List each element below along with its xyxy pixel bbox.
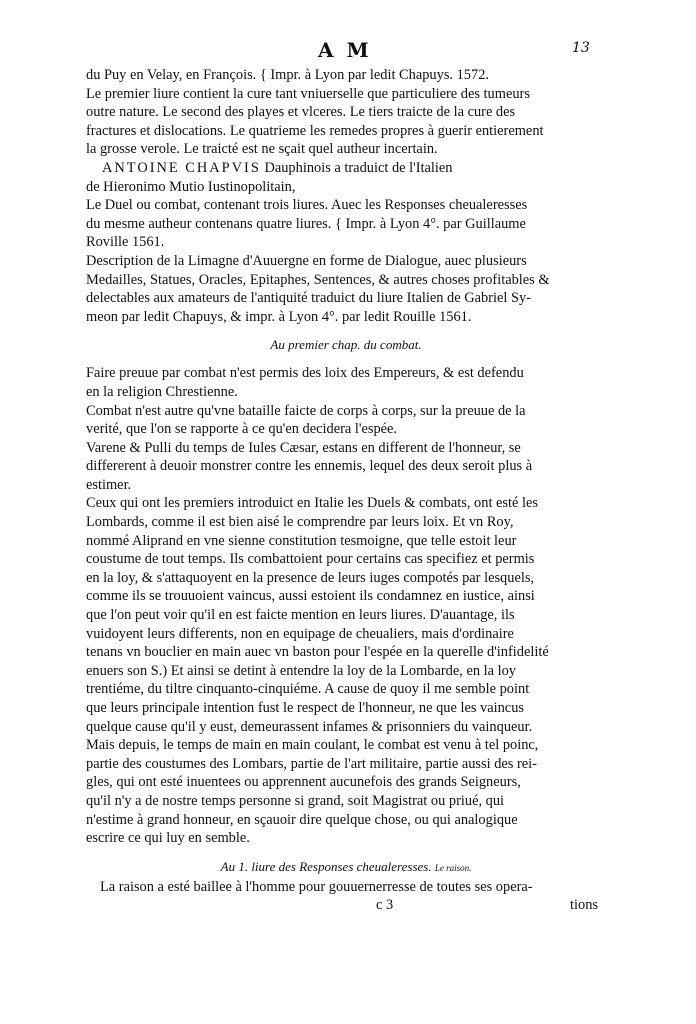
- text-line: Combat n'est autre qu'vne bataille faicte de corps à corps, sur la preuue de la: [86, 402, 526, 419]
- page-number: 13: [572, 40, 590, 56]
- text-line: differerent à deuoir monstrer contre les ennemis, lequel des deux seroit plus à: [86, 458, 533, 475]
- text-line: nommé Aliprand en vne sienne constitution tesmoigne, que telle estoit leur: [86, 532, 517, 549]
- page-body: [86, 66, 606, 915]
- text-line: que leurs principale intention fust le respect de l'honneur, ne que les vaincus: [86, 700, 524, 716]
- text-line: outre nature. Le second des playes et vlceres. Le tiers traicte de la cure des: [86, 104, 516, 121]
- text-line: estimer.: [86, 476, 132, 493]
- text-line: Lombards, comme il est bien aisé le comprendre par leurs loix. Et vn Roy,: [86, 514, 514, 531]
- text-line: meon par ledit Chapuys, & impr. à Lyon 4°. par ledit Rouille 1561.: [86, 308, 472, 325]
- running-head: A M: [318, 38, 372, 62]
- text-line: en la religion Chrestienne.: [86, 383, 238, 400]
- text-line: quelque cause qu'il y eust, demeurassent infames & prisonniers du vainqueur.: [86, 718, 533, 735]
- text-line: Ceux qui ont les premiers introduict en Italie les Duels & combats, ont esté les: [86, 495, 539, 512]
- text-line: du Puy en Velay, en François. { Impr. à Lyon par ledit Chapuys. 1572.: [86, 67, 489, 83]
- author-name: ANTOINE CHAPVIS: [102, 159, 261, 176]
- text-line: Mais depuis, le temps de main en main coulant, le combat est venu à tel poinc,: [86, 737, 539, 754]
- text-line: enuers son S.) Et ainsi se detint à entendre la loy de la Lombarde, en la loy: [86, 662, 516, 679]
- text-line: Roville 1561.: [86, 234, 165, 251]
- text-line: du mesme autheur contenans quatre liures. { Impr. à Lyon 4°. par Guillaume: [86, 215, 526, 232]
- text-line: partie des coustumes des Lombars, partie de l'art militaire, partie aussi des rei-: [86, 755, 537, 772]
- catchword: tions: [570, 897, 598, 914]
- page-header: [0, 36, 696, 66]
- text-line: tenans vn bouclier en main auec vn baston pour l'espée en la querelle d'infidelité: [86, 644, 549, 661]
- text-line: vuidoyent leurs differents, non en equipage de cheualiers, mais d'ordinaire: [86, 625, 514, 642]
- section-heading: [86, 856, 606, 878]
- text-line: trentiéme, du tiltre cinquanto-cinquiéme. A cause de quoy il me semble point: [86, 681, 530, 698]
- text-line: n'estime à grand honneur, en sçauoir dire quelque chose, ou qui analogique: [86, 811, 518, 828]
- text-line: delectables aux amateurs de l'antiquité traduict du liure Italien de Gabriel Sy-: [86, 290, 531, 307]
- text-line: la grosse verole. Le traicté est ne sçait quel autheur incertain.: [86, 141, 438, 158]
- text-line: de Hieronimo Mutio Iustinopolitain,: [86, 178, 296, 195]
- text-line: Description de la Limagne d'Auuergne en forme de Dialogue, auec plusieurs: [86, 252, 527, 269]
- text-line: Medailles, Statues, Oracles, Epitaphes, Sentences, & autres choses profitables &: [86, 271, 550, 288]
- text-line: escrire ce qui luy en semble.: [86, 830, 250, 847]
- text-line: Varene & Pulli du temps de Iules Cæsar, estans en different de l'honneur, se: [86, 439, 521, 456]
- text-line: gles, qui ont esté inuentees ou apprennent aucunefois des grands Seigneurs,: [86, 774, 521, 791]
- author-entry-line: [86, 159, 606, 178]
- text-line: La raison a esté baillee à l'homme pour gouuernerresse de toutes ses opera-: [100, 878, 533, 895]
- text-line: Le Duel ou combat, contenant trois liures. Auec les Responses cheualeresses: [86, 197, 528, 214]
- text-line: verité, que l'on se rapporte à ce qu'en decidera l'espée.: [86, 421, 398, 438]
- author-description: Dauphinois a traduict de l'Italien: [260, 159, 453, 176]
- text-line: comme ils se trouuoient vaincus, aussi estoient ils condamnez en iustice, ainsi: [86, 588, 535, 605]
- text-line: en la loy, & s'attaquoyent en la presence de leurs iuges compotés par lesquels,: [86, 569, 535, 586]
- text-line: que l'on peut voir qu'il en est faicte mention en leurs liures. D'auantage, ils: [86, 607, 515, 624]
- text-line: fractures et dislocations. Le quatrieme les remedes propres à guerir entierement: [86, 122, 544, 139]
- text-line: coustume de tout temps. Ils combattoient pour certains cas specifiez et permis: [86, 551, 535, 568]
- text-line: Faire preuue par combat n'est permis des loix des Empereurs, & est defendu: [86, 365, 524, 382]
- text-line: Le premier liure contient la cure tant vniuerselle que particuliere des tumeurs: [86, 85, 530, 102]
- signature-row: [86, 896, 606, 915]
- margin-note: Le raison.: [434, 862, 472, 873]
- signature-mark: c 3: [376, 897, 394, 914]
- section-heading-text: Au 1. liure des Responses cheualeresses.: [220, 858, 432, 874]
- section-heading: Au premier chap. du combat.: [270, 337, 422, 353]
- text-line: qu'il n'y a de nostre temps personne si grand, soit Magistrat ou priué, qui: [86, 792, 505, 809]
